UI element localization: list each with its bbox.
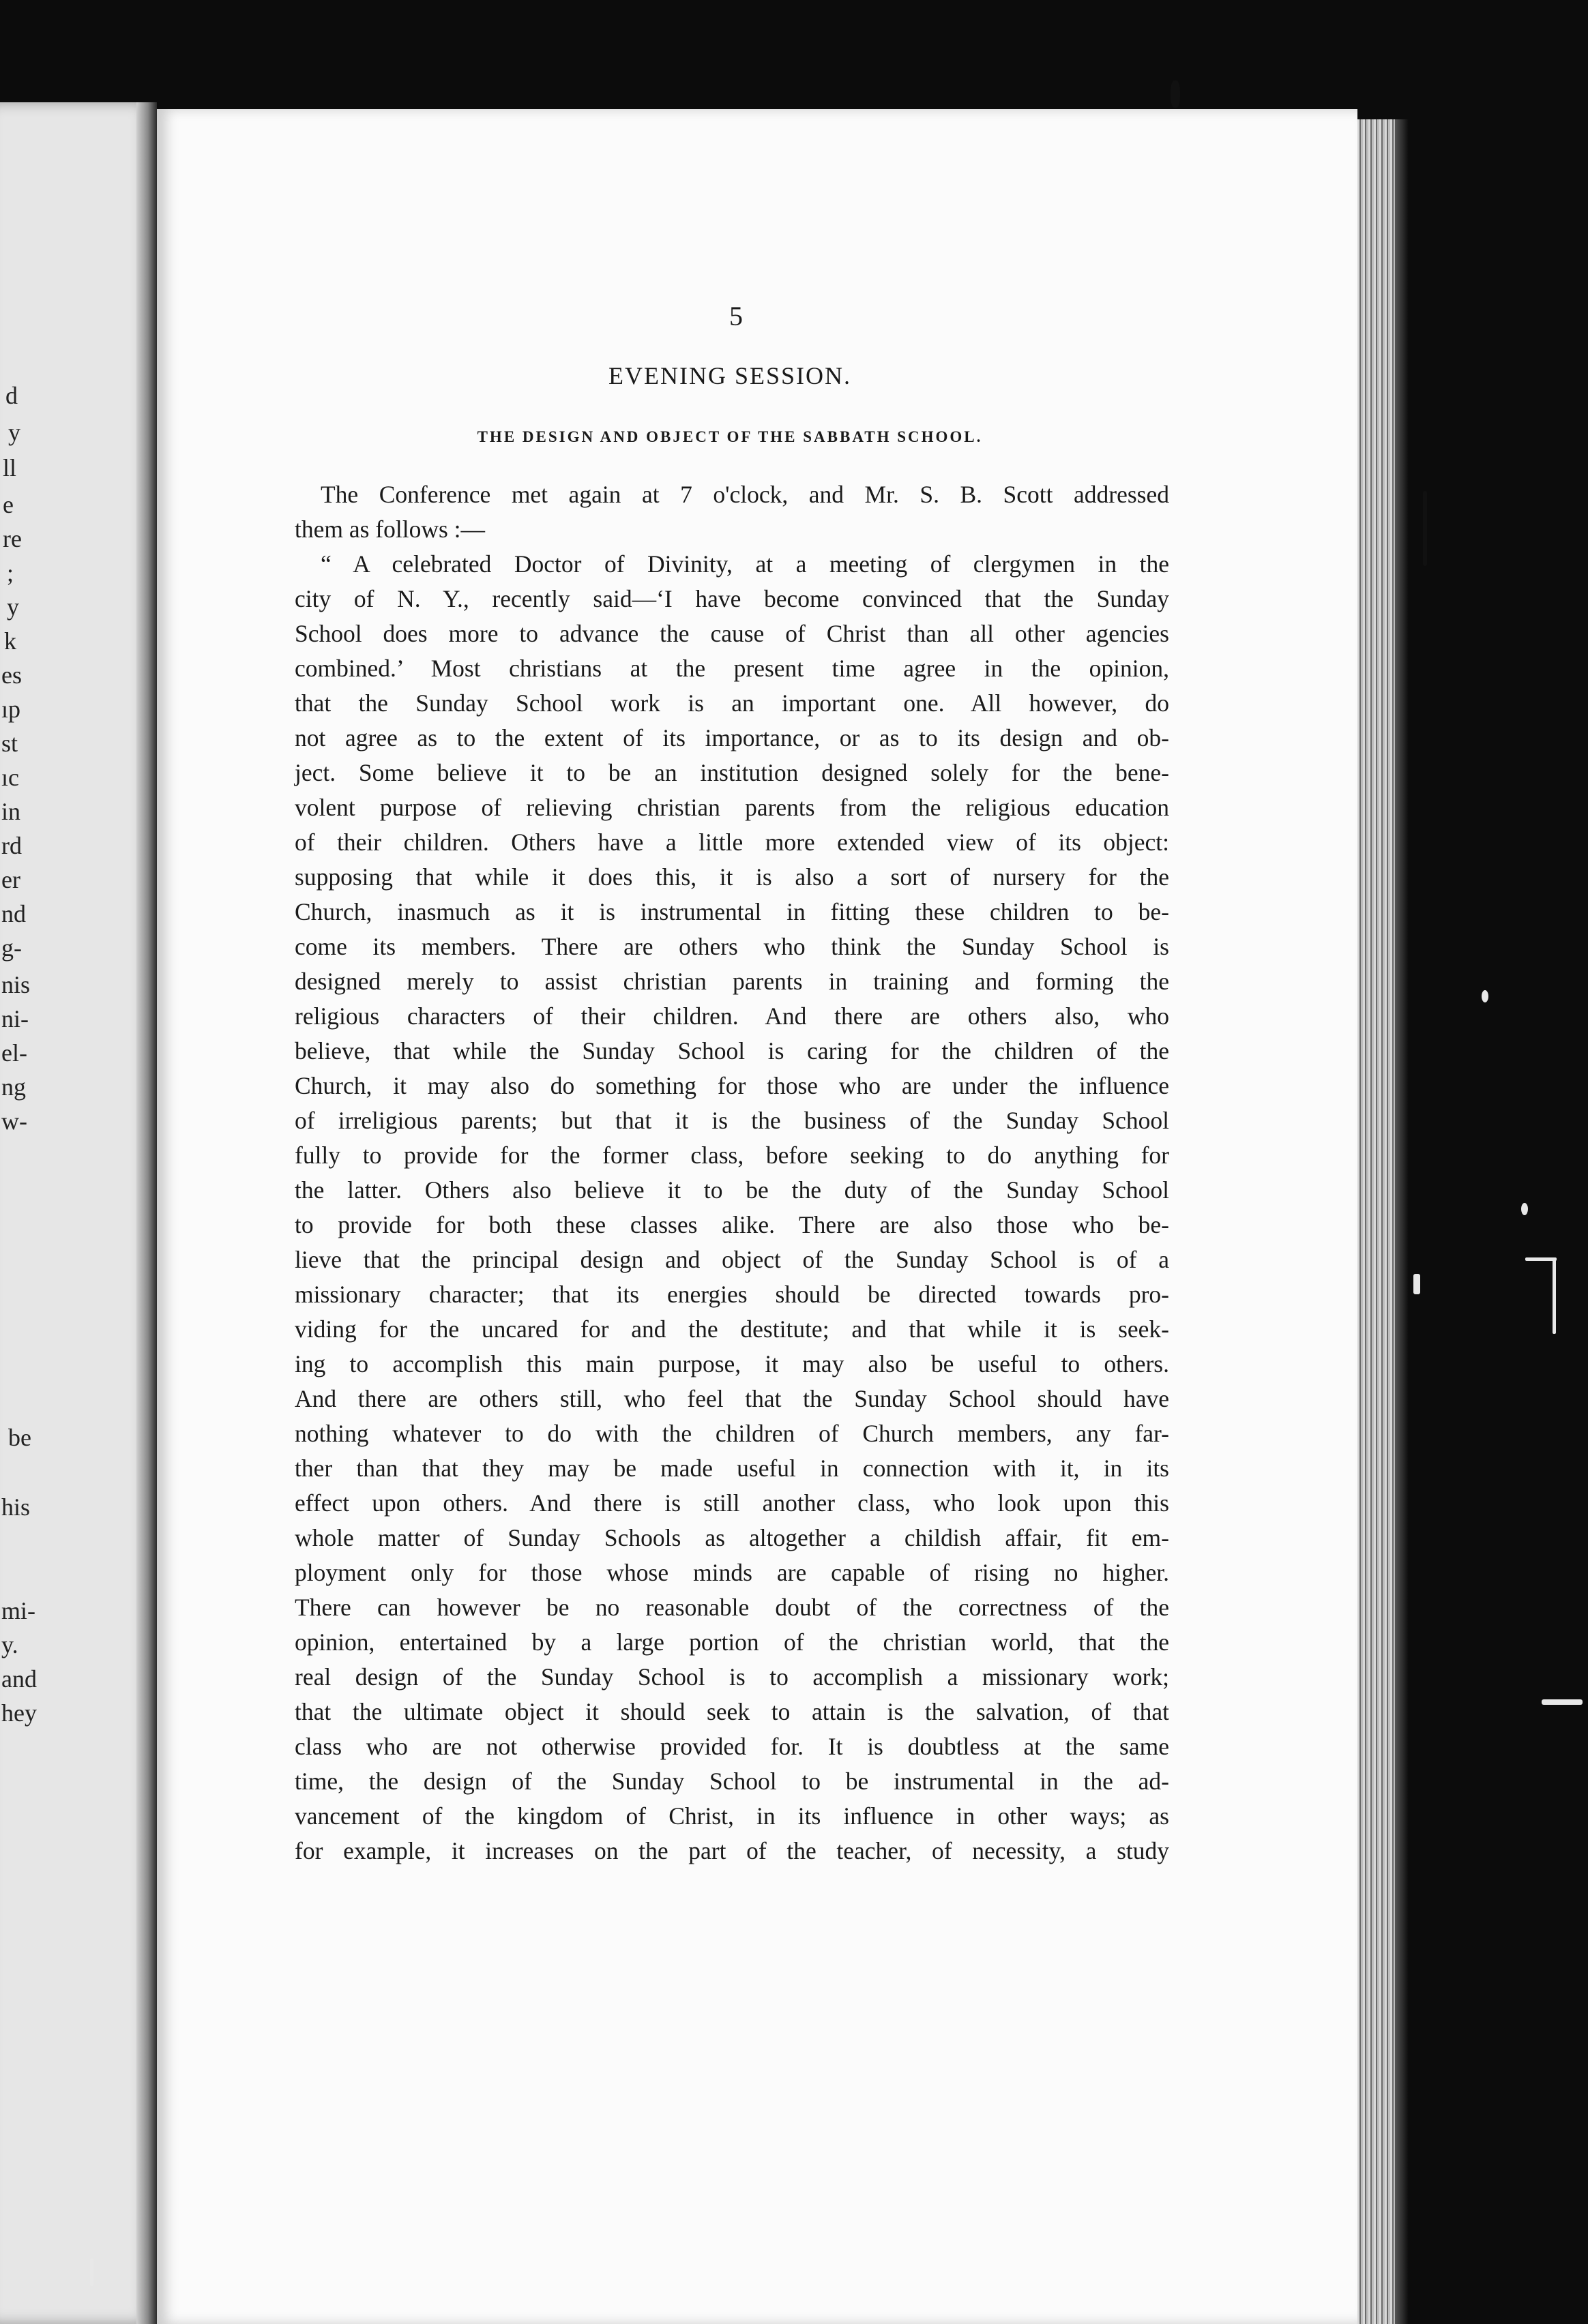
text-line: nothing whatever to do with the children of Church members, any far-	[295, 1420, 1169, 1447]
text-line: ployment only for those whose minds are capable of rising no higher.	[295, 1559, 1169, 1586]
facing-page-fragment: y.	[1, 1631, 18, 1658]
facing-page-fragment: st	[1, 730, 18, 757]
text-line: that the ultimate object it should seek to attain is the salvation, of that	[295, 1698, 1169, 1725]
facing-page-fragment: w-	[1, 1107, 27, 1135]
text-line: of irreligious parents; but that it is the business of the Sunday School	[295, 1107, 1169, 1134]
page-edge-shadow	[1395, 119, 1409, 2324]
facing-page	[0, 102, 157, 2324]
facing-page-fragment: hey	[1, 1699, 37, 1727]
facing-page-fragment: his	[1, 1493, 31, 1521]
text-line: real design of the Sunday School is to accomplish a missionary work;	[295, 1663, 1169, 1690]
text-line: not agree as to the extent of its importance, or as to its design and ob-	[295, 724, 1169, 751]
facing-page-fragment: nd	[1, 900, 26, 927]
text-line: time, the design of the Sunday School to be instrumental in the ad-	[295, 1768, 1169, 1795]
facing-page-fragment: el-	[1, 1039, 27, 1067]
scan-speck	[90, 2259, 93, 2286]
book-gutter	[136, 102, 157, 2324]
text-line: The Conference met again at 7 o'clock, and Mr. S. B. Scott addressed	[321, 481, 1169, 508]
page-number: 5	[729, 301, 743, 331]
scan-speck	[1542, 1699, 1583, 1705]
text-line: them as follows :—	[295, 516, 486, 543]
text-line: There can however be no reasonable doubt of the correctness of the	[295, 1594, 1169, 1621]
text-line: that the Sunday School work is an important one. All however, do	[295, 689, 1169, 717]
text-line: missionary character; that its energies should be directed towards pro-	[295, 1281, 1169, 1308]
text-line: religious characters of their children. And there are others also, who	[295, 1002, 1169, 1030]
text-line: ther than that they may be made useful in connection with it, in its	[295, 1455, 1169, 1482]
text-line: Church, it may also do something for those who are under the influence	[295, 1072, 1169, 1099]
facing-page-fragment: ;	[7, 559, 14, 586]
facing-page-fragment: ng	[1, 1073, 26, 1101]
text-line: come its members. There are others who think the Sunday School is	[295, 933, 1169, 960]
text-line: to provide for both these classes alike. There are also those who be-	[295, 1211, 1169, 1238]
facing-page-fragment: er	[1, 866, 20, 893]
facing-page-fragment: re	[3, 525, 22, 552]
facing-page-fragment: ıp	[1, 696, 21, 723]
facing-page-fragment: d	[5, 382, 18, 409]
text-line: viding for the uncared for and the destitute; and that while it is seek-	[295, 1315, 1169, 1343]
text-line: designed merely to assist christian parents in training and forming the	[295, 968, 1169, 995]
text-line: lieve that the principal design and object of the Sunday School is of a	[295, 1246, 1169, 1273]
facing-page-fragment: k	[4, 627, 16, 655]
facing-page-fragment: mi-	[1, 1597, 35, 1624]
text-line: volent purpose of relieving christian parents from the religious education	[295, 794, 1169, 821]
text-line: city of N. Y., recently said—‘I have become convinced that the Sunday	[295, 585, 1169, 612]
scan-speck	[1413, 1274, 1420, 1294]
facing-page-fragment: and	[1, 1665, 37, 1693]
facing-page-fragment: y	[7, 593, 19, 621]
section-heading: THE DESIGN AND OBJECT OF THE SABBATH SCHOOL.	[477, 428, 983, 445]
facing-page-fragment: be	[8, 1424, 31, 1451]
text-line: Church, inasmuch as it is instrumental in fitting these children to be-	[295, 898, 1169, 925]
facing-page-fragment: e	[3, 491, 14, 518]
text-line: School does more to advance the cause of Christ than all other agencies	[295, 620, 1169, 647]
text-line: fully to provide for the former class, before seeking to do anything for	[295, 1142, 1169, 1169]
body-text	[295, 477, 1169, 1868]
facing-page-fragment: g-	[1, 934, 22, 962]
facing-page-fragment: es	[1, 661, 22, 689]
text-line: the latter. Others also believe it to be the duty of the Sunday School	[295, 1176, 1169, 1204]
text-line: for example, it increases on the part of the teacher, of necessity, a study	[295, 1837, 1169, 1864]
text-line: And there are others still, who feel that the Sunday School should have	[295, 1385, 1169, 1412]
session-heading: EVENING SESSION.	[608, 362, 851, 389]
facing-page-fragment: ll	[3, 454, 17, 481]
text-line: “ A celebrated Doctor of Divinity, at a meeting of clergymen in the	[321, 550, 1169, 578]
scan-speck	[1423, 491, 1427, 566]
text-line: believe, that while the Sunday School is caring for the children of the	[295, 1037, 1169, 1064]
facing-page-fragment: ıc	[1, 764, 19, 791]
page-edges	[1357, 119, 1395, 2324]
facing-page-fragment: y	[8, 419, 20, 446]
facing-page-fragment: nis	[1, 971, 31, 998]
text-line: supposing that while it does this, it is also a sort of nursery for the	[295, 863, 1169, 891]
text-line: ject. Some believe it to be an institution designed solely for the bene-	[295, 759, 1169, 786]
scan-speck	[1171, 80, 1180, 108]
text-line: class who are not otherwise provided for. It is doubtless at the same	[295, 1733, 1169, 1760]
facing-page-fragment: in	[1, 798, 21, 825]
text-line: effect upon others. And there is still another class, who look upon this	[295, 1489, 1169, 1517]
text-line: opinion, entertained by a large portion of the christian world, that the	[295, 1628, 1169, 1656]
text-line: whole matter of Sunday Schools as altogether a childish affair, fit em-	[295, 1524, 1169, 1551]
scan-speck	[1521, 1203, 1528, 1215]
text-line: ing to accomplish this main purpose, it may also be useful to others.	[295, 1350, 1169, 1377]
facing-page-fragment: rd	[1, 832, 22, 859]
text-line: vancement of the kingdom of Christ, in its influence in other ways; as	[295, 1802, 1169, 1830]
facing-page-fragment: ni-	[1, 1005, 29, 1032]
scan-speck	[1553, 1259, 1556, 1334]
text-line: of their children. Others have a little more extended view of its object:	[295, 829, 1169, 856]
text-line: combined.’ Most christians at the present time agree in the opinion,	[295, 655, 1169, 682]
scan-speck	[1482, 990, 1488, 1002]
